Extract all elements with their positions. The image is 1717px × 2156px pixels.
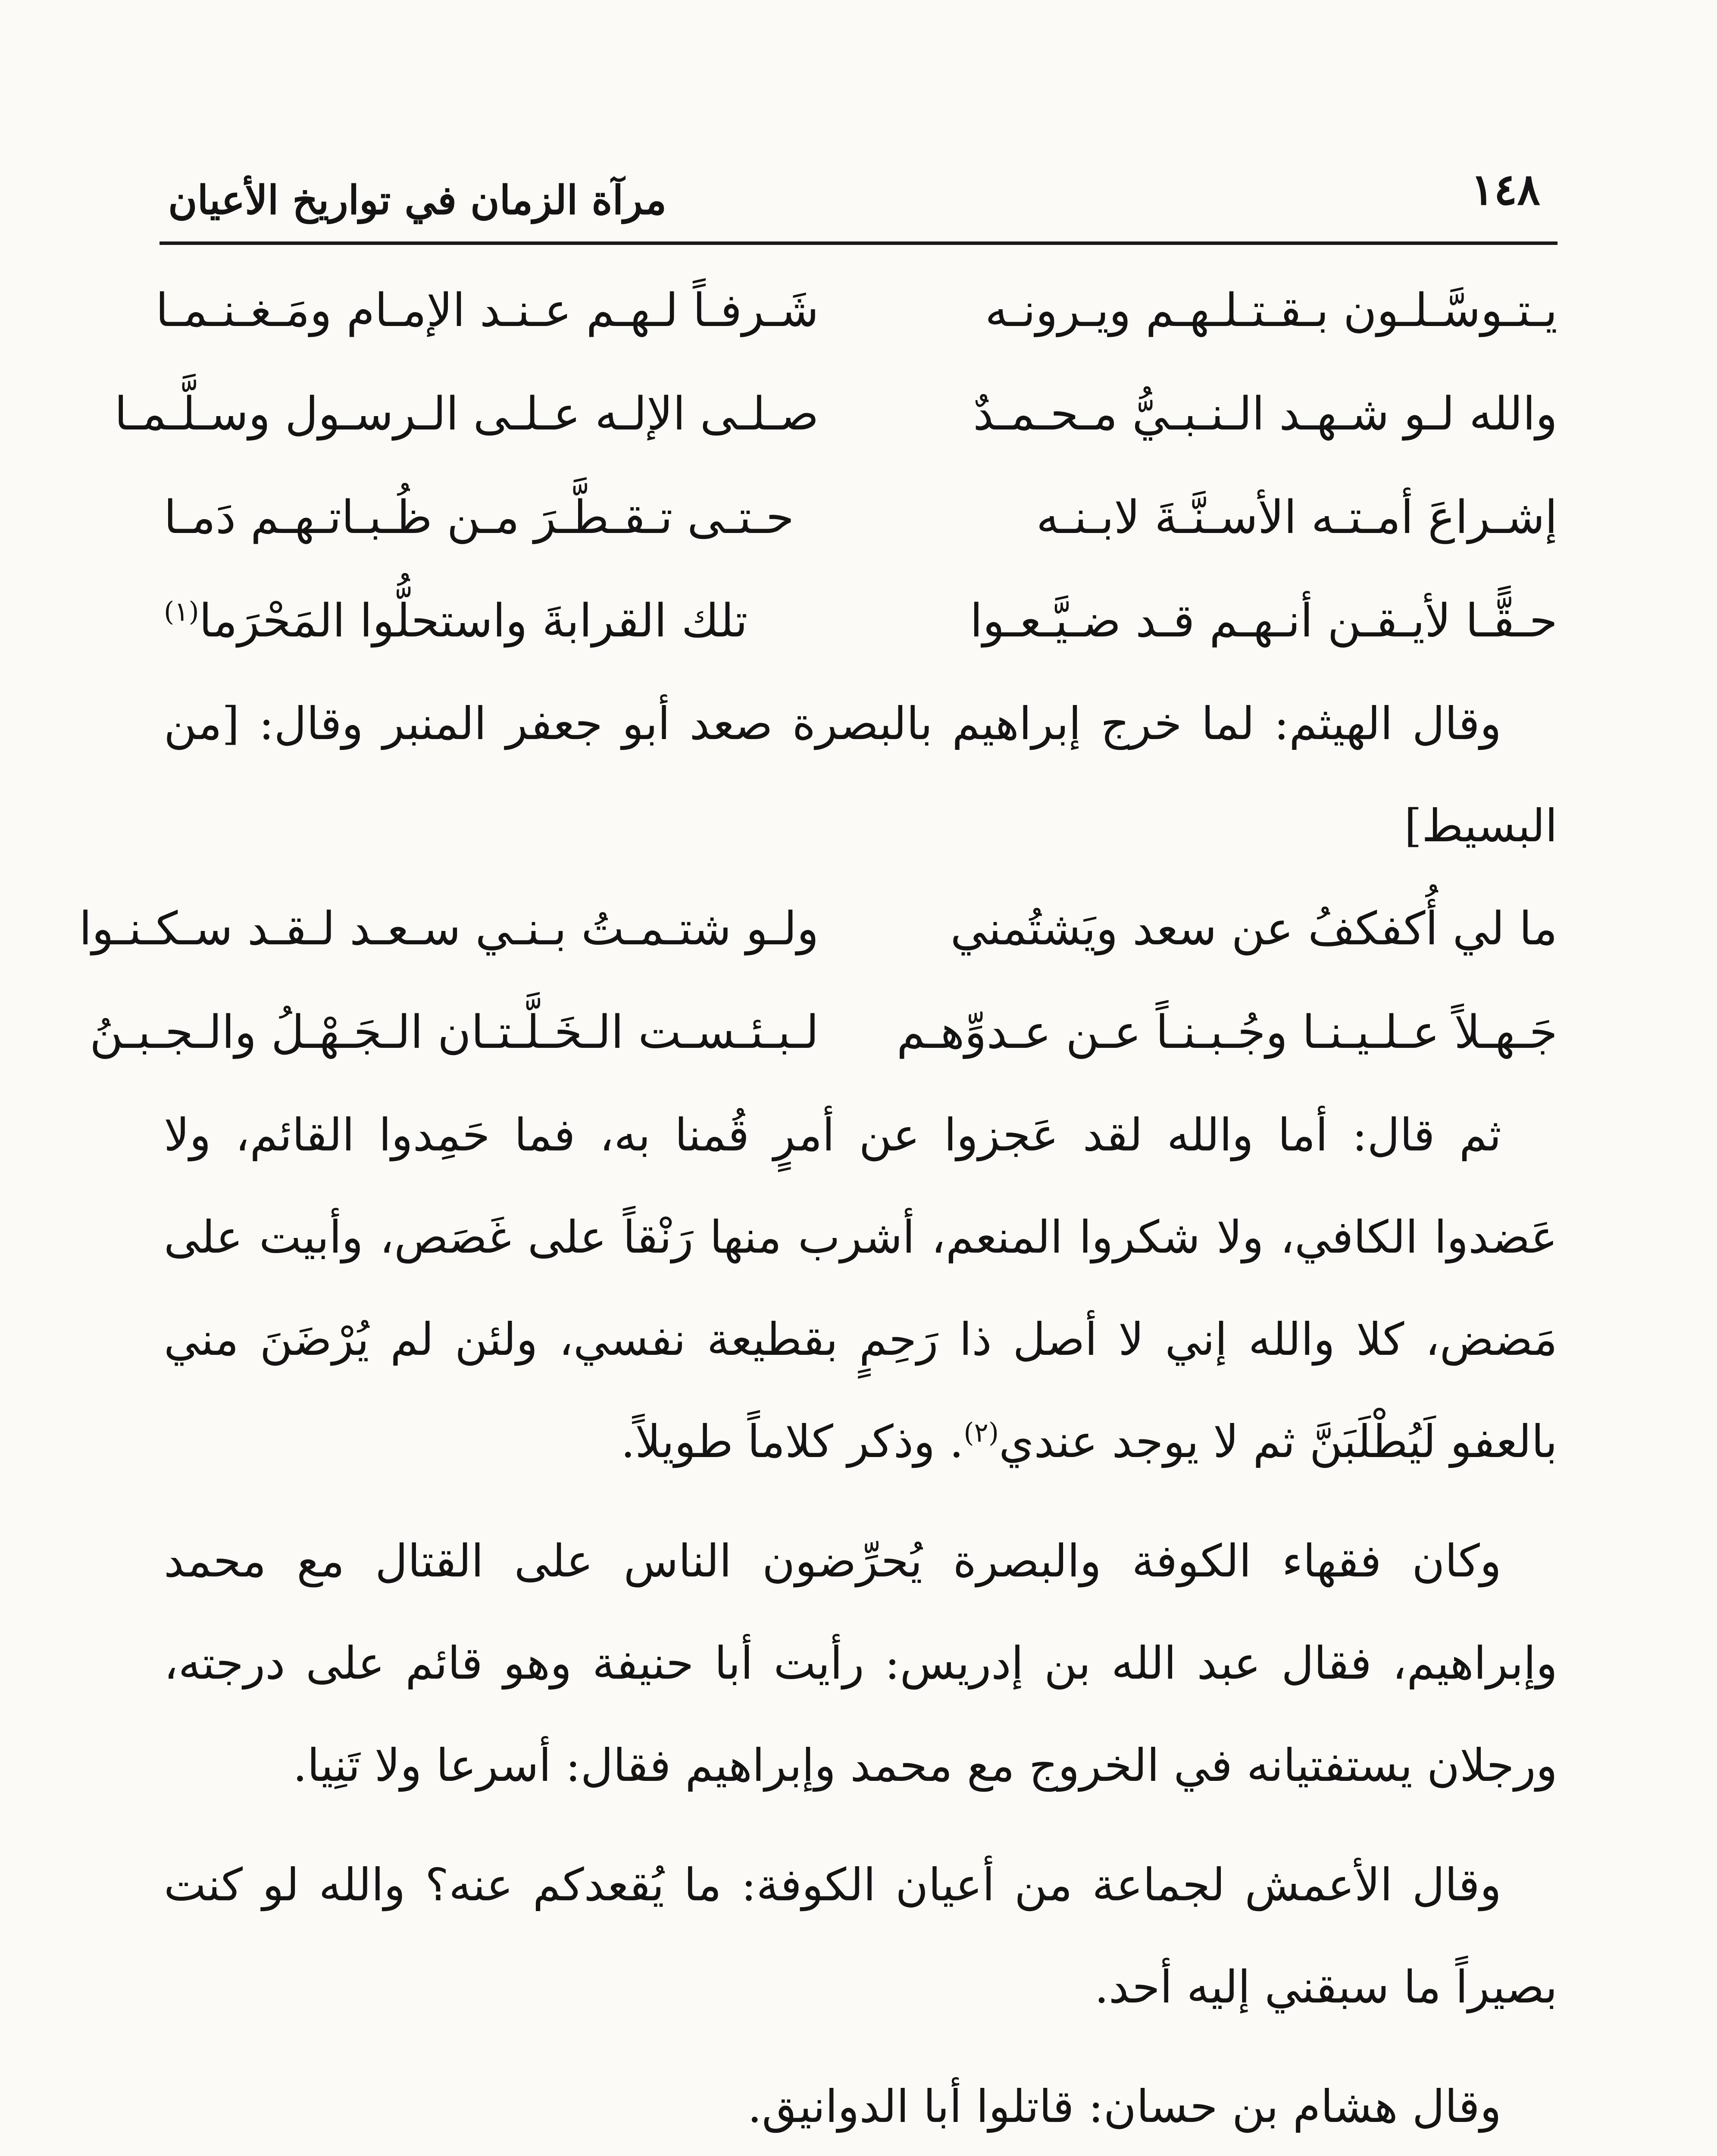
paragraph-text-end: . وذكر كلاماً طويلاً.: [621, 1415, 964, 1468]
verse-second-hemistich: [164, 594, 819, 647]
running-title: مرآة الزمان في تواريخ الأعيان: [168, 177, 667, 223]
verse-second-hemistich: صـلـى الإلـه عـلـى الـرسـول وسـلَّـمـا: [114, 387, 819, 440]
paragraph-speech: [164, 1084, 1557, 1493]
verse-second-hemistich: لـبـئـسـت الـخَـلَّـتـان الـجَـهْـلُ والـجـبـنُ: [90, 1006, 819, 1059]
verse-second-hemistich: ولـو شتـمـتُ بـنـي سـعـد لـقـد سـكـنـوا: [79, 902, 819, 955]
paragraph-fuqaha: وكان فقهاء الكوفة والبصرة يُحرِّضون الناس على القتال مع محمد وإبراهيم، فقال عبد الله بن إدريس: رأيت أبا حنيفة وهو قائم على درجته، ورجلان يستفتيانه في الخروج مع محمد وإبراهيم فقال: أسرعا ولا تَنِيا.: [164, 1535, 1557, 1792]
footnote-marker: (١): [164, 595, 199, 627]
paragraph-haytham: وقال الهيثم: لما خرج إبراهيم بالبصرة صعد أبو جعفر المنبر وقال: [من البسيط]: [164, 697, 1557, 852]
verse-first-hemistich: والله لـو شـهـد الـنـبـيُّ مـحـمـدٌ: [973, 387, 1557, 440]
footnote-marker: (٢): [963, 1416, 999, 1448]
verse-first-hemistich: جَـهـلاً عـلـيـنـا وجُـبـنـاً عـن عـدوِّهـم: [896, 1006, 1557, 1059]
verse-line: [164, 466, 1557, 569]
paragraph-text: ثم قال: أما والله لقد عَجزوا عن أمرٍ قُمنا به، فما حَمِدوا القائم، ولا عَضدوا الكافي، ولا شكروا المنعم، أشرب منها رَنْقاً على غَصَص، وأبيت على مَضض، كلا والله إني لا أصل ذا رَحِمٍ بقطيعة نفسي، ولئن لم يُرْضَنَ مني بالعفو لَيُطْلَبَنَّ ثم لا يوجد عندي: [164, 1109, 1557, 1468]
paragraph-amash: وقال الأعمش لجماعة من أعيان الكوفة: ما يُقعدكم عنه؟ والله لو كنت بصيراً ما سبقني إليه أحد.: [164, 1858, 1557, 2013]
verse-line: [79, 877, 1557, 981]
verse-text: تلك القرابةَ واستحلُّوا المَحْرَما: [199, 594, 748, 647]
verse-first-hemistich: ما لي أُكفكفُ عن سعد ويَشتُمني: [950, 902, 1557, 955]
verse-first-hemistich: حـقًّـا لأيـقـن أنـهـم قـد ضـيَّـعـوا: [970, 594, 1557, 647]
verse-line: [155, 259, 1557, 362]
verse-line: [90, 981, 1557, 1084]
paragraph-hisham: وقال هشام بن حسان: قاتلوا أبا الدوانيق.: [747, 2080, 1501, 2133]
verse-second-hemistich: شَـرفـاً لـهـم عـنـد الإمـام ومَـغـنـمـا: [155, 284, 819, 337]
verse-line: [164, 569, 1557, 673]
page-header: [160, 138, 1557, 245]
verse-first-hemistich: يـتـوسَّـلـون بـقـتـلـهـم ويـرونـه: [985, 284, 1557, 337]
verse-line: [114, 362, 1557, 466]
verse-second-hemistich: حـتـى تـقـطَّـرَ مـن ظُـبـاتـهـم دَمـا: [164, 491, 794, 544]
page-number: ١٤٨: [1470, 164, 1540, 215]
main-text: [79, 259, 1557, 2156]
verse-first-hemistich: إشـراعَ أمـتـه الأسـنَّـةَ لابـنـه: [1036, 491, 1557, 544]
